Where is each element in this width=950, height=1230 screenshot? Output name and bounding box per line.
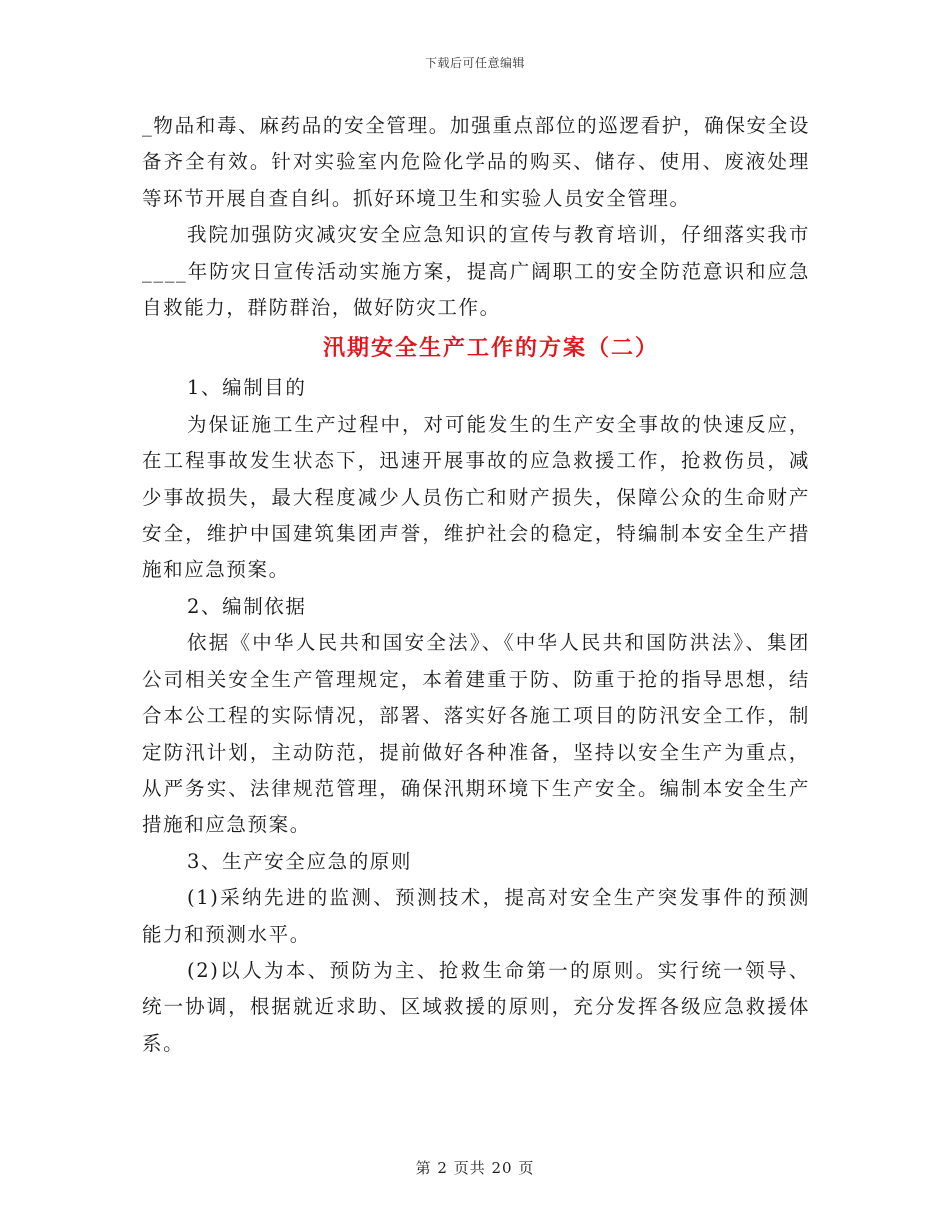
document-body (142, 108, 810, 1062)
page-number: 第 2 页共 20 页 (415, 1159, 535, 1177)
paragraph-continued: _物品和毒、麻药品的安全管理。加强重点部位的巡逻看护，确保安全设备齐全有效。针对实验室内危险化学品的购买、储存、使用、废液处理等环节开展自查自纠。抓好环境卫生和实验人员安全管理。 (142, 114, 810, 210)
section-title: 汛期安全生产工作的方案（二） (322, 335, 659, 362)
paragraph-basis: 依据《中华人民共和国安全法》、《中华人民共和国防洪法》、集团公司相关安全生产管理规定，本着建重于防、防重于抢的指导思想，结合本公工程的实际情况，部署、落实好各施工项目的防汛安全工作，制定防汛计划，主动防范，提前做好各种准备，坚持以安全生产为重点，从严务实、法律规范管理，确保汛期环境下生产安全。编制本安全生产措施和应急预案。 (142, 631, 810, 837)
principle-item-2: (2)以人为本、预防为主、抢救生命第一的原则。实行统一领导、统一协调，根据就近求助、区域救援的原则，充分发挥各级应急救援体系。 (142, 958, 810, 1055)
page-header: 下载后可任意编辑 (424, 56, 525, 70)
principle-item-1: (1)采纳先进的监测、预测技术，提高对安全生产突发事件的预测能力和预测水平。 (142, 886, 810, 946)
heading-basis: 2、编制依据 (187, 594, 307, 618)
paragraph-purpose: 为保证施工生产过程中，对可能发生的生产安全事故的快速反应，在工程事故发生状态下，迅速开展事故的应急救援工作，抢救伤员，减少事故损失，最大程度减少人员伤亡和财产损失，保障公众的生命财产安全，维护中国建筑集团声誉，维护社会的稳定，特编制本安全生产措施和应急预案。 (142, 412, 810, 582)
heading-principles: 3、生产安全应急的原则 (187, 849, 413, 873)
paragraph-disaster-prevention: 我院加强防灾减灾安全应急知识的宣传与教育培训，仔细落实我市____年防灾日宣传活动实施方案，提高广阔职工的安全防范意识和应急自救能力，群防群治，做好防灾工作。 (142, 223, 810, 320)
heading-purpose: 1、编制目的 (187, 376, 307, 400)
